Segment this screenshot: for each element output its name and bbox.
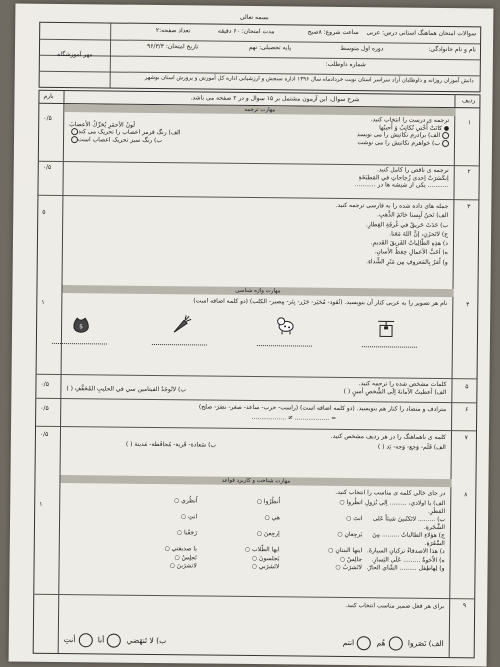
q1-a2-wrap <box>357 139 449 147</box>
q8-option[interactable]: ايها الطّلاب ○ <box>197 545 280 553</box>
q8-option[interactable]: رَجَعْنا ○ <box>65 528 197 544</box>
q2-body <box>69 163 449 189</box>
q9-a-opt: انتم <box>343 638 355 647</box>
header-cell: مدت امتحان: ۶۰ دقیقه <box>194 24 278 41</box>
col-divider <box>449 95 456 657</box>
q1-b-stem: لَونُ الاَحمَرِ يُحَرِّكُ الأعصابَ <box>69 121 135 129</box>
answer-blank[interactable] <box>152 344 207 346</box>
q7-a: الف) قَلَم- وَجع- وَجه- يَد ( ) <box>378 442 446 452</box>
q3-line: ب) حَدَثَ حَريقٌ في غُرفَةِ القِطارِ. <box>68 217 448 230</box>
dog-icon <box>275 315 297 335</box>
header-cell: ساعت شروع: ۸صبح <box>278 25 362 42</box>
header-cell: دوره اول متوسط <box>295 41 388 58</box>
q5-number: ۵ <box>465 383 468 391</box>
q8-option[interactable]: تَجلِسُ ○ <box>65 553 197 562</box>
q8-score: ۱ <box>39 501 42 509</box>
q8-option[interactable]: انظُروا ○ <box>280 498 363 514</box>
q8-number: ۸ <box>464 491 467 499</box>
q8-stem: ه) الاُخوةُ ......... عَلَى اليَسارِ. <box>362 556 445 564</box>
question-table <box>33 90 481 659</box>
q8-option[interactable]: لاتشرَبنَ ○ <box>65 561 197 570</box>
q2-line2: ........... یکی از شیشه ها در ........... <box>69 178 449 189</box>
q3-line: ه) اَحَبَّ الاَعمالِ حِفظُ الأسانِ. <box>68 245 448 258</box>
exam-header <box>39 22 482 93</box>
q2-title: ترجمه ی ناقص را کامل کنید. <box>69 163 449 174</box>
school-stamp-box: مهر آموزشگاه <box>40 23 112 88</box>
q5-a: الف) أعطيتُ الأمانةَ اِلَى الشَّخصِ أمينٍ ( ) <box>344 387 447 396</box>
q3-title: جمله های داده شده را به فارسی ترجمه کنید. <box>68 198 448 211</box>
q9-b-radio[interactable] <box>78 633 92 647</box>
q8-option[interactable]: يا صديقتي ○ <box>65 544 197 553</box>
q2-score: ۰/۵ <box>43 164 52 172</box>
q1-body <box>69 113 449 147</box>
q9-number: ۹ <box>463 602 466 610</box>
q9-title: برای هر فعل ضمیر مناسب انتخاب کنید. <box>64 599 444 610</box>
q7-b: ب) سَعادة- قَرية- مُحافَظة- مَدينة ( ) <box>126 439 216 450</box>
q1-a1: الف) برادرم نکاتیش را می نویسد <box>357 131 440 139</box>
q2-number: ۲ <box>467 168 470 176</box>
section-vocab: مهارت واژه شناسی <box>62 285 453 297</box>
q9-a-verb: الف) نَصَروا <box>408 639 444 648</box>
q9-b-opt: أنتِ <box>64 635 76 644</box>
q6-body <box>66 401 446 424</box>
q2-line1: اِنكَسَرَتْ اِحدى زُجاجاتِ في المَطبَخَةِ <box>69 171 449 182</box>
q6-title: مترادف و متضاد را کنار هم بنویسید. (دو کلمه اضافه است) (راسب- خرب- ساعد- صغر- نصَرَ- صلح) <box>66 401 446 415</box>
header-cell: سوالات امتحان هماهنگ استانی درس: عربی <box>363 26 481 43</box>
q8-option[interactable]: يَجلسونَ ○ <box>197 554 280 562</box>
q9-a-group <box>343 636 444 651</box>
q3-line: الف) نَحنُ لَبِسنا خاتَمَ الذَّهبِ. <box>68 207 448 220</box>
q8-option[interactable]: هي ○ <box>197 513 280 529</box>
q8-option[interactable]: يَرجِعانِ ○ <box>280 530 363 546</box>
q3-line: و) اُمَرُ بِالمَعروفِ مِن مَثَرِ الشِّداءِ. <box>68 254 448 267</box>
q9-b-verb: ب) لا تَنهَضي <box>127 636 167 645</box>
q6-answer[interactable]: = .................. ≠ .................. <box>66 411 446 425</box>
q8-grid <box>65 496 446 572</box>
q1-b1: الف) رنگ قرمز اعصاب را تحریک می کند <box>78 128 181 136</box>
q8-option[interactable]: انتِ ○ <box>65 512 197 528</box>
q4-score: ۱ <box>41 299 44 307</box>
checkbox[interactable] <box>442 132 449 139</box>
exam-paper <box>9 4 494 667</box>
q3-body <box>68 198 449 267</box>
q8-stem: الف) يا اولادي، ......... اِلى نُزولِ المَطَرِ. <box>363 499 446 515</box>
well-bucket-icon <box>375 318 397 338</box>
q9-a-opt: هُم <box>377 638 386 647</box>
q8-option[interactable]: ايتها البنتانِ ○ <box>280 546 363 554</box>
header-cell: تعداد صفحه:۲ <box>110 24 194 41</box>
q8-option[interactable]: لاتَشرَبي ○ <box>197 562 280 570</box>
q1-a-stem: ● كانَتْ أُخْتي تُكاتِبُ وَ أَجيبُها <box>379 124 449 132</box>
col-score-label: بارم <box>43 93 53 101</box>
q1-b2-wrap <box>69 136 162 144</box>
q7-number: ۷ <box>465 434 468 442</box>
answer-blank[interactable] <box>362 346 417 348</box>
q6-number: ۶ <box>465 406 468 414</box>
q9-b-opt: أنا <box>98 635 105 644</box>
q9-answers <box>64 633 444 651</box>
q1-b2: ب) رنگ سبز تحریک اعصاب است <box>78 136 162 144</box>
col-divider <box>58 91 65 653</box>
q8-stem: ج) هؤلاءِ الطالباتُ ......... مِنَ السَّفَرَةِ. <box>362 531 445 547</box>
q5-title: کلمات مشخص شده را ترجمه کنید. <box>66 377 446 388</box>
top-heading: بسمه تعالی <box>15 12 493 25</box>
q7-score: ۰/۵ <box>40 431 49 439</box>
q8-title: در جای خالی کلمه ی مناسب را انتخاب کنید. <box>65 486 445 497</box>
q4-number: ۴ <box>466 301 469 309</box>
q1-title: ترجمه ی درست را انتخاب کنید. <box>69 113 449 124</box>
section-translation: مهارت ترجمه <box>64 104 455 116</box>
section-rules: مهارت شناخت و کاربرد قواعد <box>60 475 451 487</box>
q8-option[interactable]: لاتَشرَبُ ○ <box>279 563 362 571</box>
svg-text:$: $ <box>79 323 83 330</box>
q9-a-radio[interactable] <box>388 636 402 650</box>
col-row-label: ردیف <box>462 97 476 105</box>
header-cell: تاریخ امتحان: ۹۶/۳/۳ <box>110 40 203 57</box>
q5-score: ۰/۵ <box>40 381 49 389</box>
q8-option[interactable]: اِرجِعنَ ○ <box>197 529 280 545</box>
header-cell: نام و نام خانوادگی: <box>387 42 480 59</box>
q8-stem: ب) ......... لاتَكتُبينَ شيئاً عَلى الشَّجَرةِ. <box>362 515 445 531</box>
q3-line: ج) لاتَحزَنِ، إنَّ اللهَ مَعَنا. <box>68 226 448 239</box>
q9-a-radio[interactable] <box>357 636 371 650</box>
q8-option[interactable]: اُنظُري ○ <box>65 496 197 512</box>
q7-body <box>66 429 446 452</box>
q3-score: ۵ <box>42 209 45 217</box>
q8-stem: د) هذا الاصدقاءُ تركبانِ السيارةَ. <box>362 547 445 555</box>
q7-title: کلمه ی ناهماهنگ را در هر ردیف مشخص کنید. <box>66 429 446 443</box>
q1-a2: ب) خواهرم نکاتیش را می نوشت <box>357 139 440 147</box>
q9-b-radio[interactable] <box>107 634 121 648</box>
header-footer: دانش آموزان روزانه و داوطلبان آزاد سراسر استان نوبت خردادماه سال ۱۳۹۶ اداره سنجش و ارزشیابی اداره کل آموزش و پرورش استان بوشهر <box>110 72 480 92</box>
q8-option[interactable]: جالِسٌ ○ <box>279 555 362 563</box>
q3-line: د) هذِهِ الطّالِباتُ الفَريقَ القَديمِ. <box>68 235 448 248</box>
q3-number: ۳ <box>467 203 470 211</box>
col-question-label: شرح سوال، این آزمون مشتمل بر ۱۵ سوال و در ۲ صفحه می باشد. <box>190 94 359 103</box>
q4-title: نام هر تصویر را به عربی کنار آن بنویسید. (نُقود- مُخيَر- جَزَر- بِئر- مِصير- الكلب) (دو کلمه اضافه است) <box>67 296 447 307</box>
q8-option[interactable]: اُنظُرُوا ○ <box>197 497 280 513</box>
q8-option[interactable]: انتَ ○ <box>280 514 363 530</box>
q5-b: ب) لاتُوجَدُ الفيتامين سي في الحليبِ المُجَفَّفِ ( ) <box>66 385 186 394</box>
q8-stem: و) لِهاطِفل ......... الشّاي الحارّ. <box>362 564 445 572</box>
q5-body <box>66 377 446 396</box>
header-cell: پایه تحصیلی: نهم <box>202 40 295 57</box>
header-cell: شماره داوطلب: <box>62 55 370 74</box>
money-bag-icon <box>70 313 92 333</box>
checkbox[interactable] <box>442 139 449 146</box>
carrot-icon <box>170 314 192 334</box>
q9-b-group <box>64 633 167 648</box>
answer-blank[interactable] <box>257 345 312 347</box>
q1-number: ۱ <box>468 119 471 127</box>
q6-score: ۰/۵ <box>40 405 49 413</box>
q1-score: ۰/۵ <box>43 115 52 123</box>
